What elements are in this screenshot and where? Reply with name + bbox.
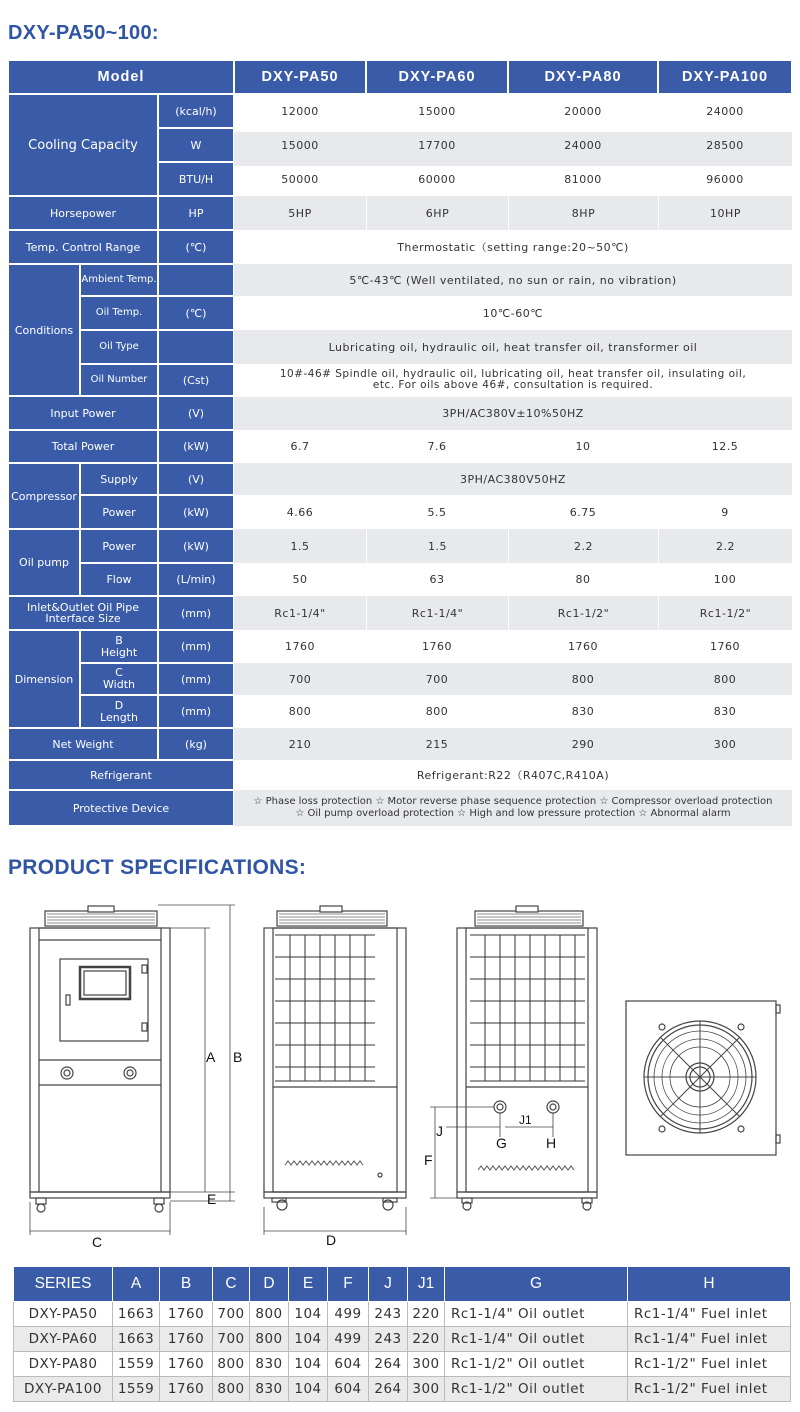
compressor-power-label: Power: [80, 495, 158, 529]
cell: 700: [288, 672, 312, 686]
cell: Rc1-1/4" Oil outlet: [445, 1327, 628, 1352]
cell: 1559: [113, 1377, 160, 1402]
cell: 12000: [281, 104, 319, 118]
label-E: E: [207, 1191, 217, 1207]
label-D: D: [326, 1232, 337, 1248]
cell: 800: [250, 1302, 289, 1327]
cell: Rc1-1/4": [366, 596, 508, 630]
model-col-4: DXY-PA100: [658, 60, 792, 94]
cell: 210: [288, 737, 312, 751]
pipe-label: [8, 596, 158, 630]
oil-pump-flow-unit: (L/min): [158, 563, 234, 596]
label-J: J: [436, 1123, 443, 1139]
temp-control-value: Thermostatic（setting range:20~50℃): [234, 230, 792, 264]
cell: 1760: [160, 1302, 213, 1327]
cell: 104: [289, 1352, 328, 1377]
cell: Rc1-1/2" Oil outlet: [445, 1352, 628, 1377]
cell: 800: [713, 672, 737, 686]
product-title: PRODUCT SPECIFICATIONS:: [8, 856, 307, 879]
cell: 300: [408, 1377, 445, 1402]
cell: 700: [213, 1302, 250, 1327]
cell: 300: [408, 1352, 445, 1377]
refrigerant-value: Refrigerant:R22（R407C,R410A): [416, 768, 610, 782]
label-A: A: [206, 1049, 216, 1065]
col-header: D: [250, 1267, 289, 1302]
compressor-supply-value: 3PH/AC380V50HZ: [460, 472, 566, 486]
cell: 63: [429, 573, 445, 586]
compressor-label: Compressor: [8, 463, 80, 529]
table-row: [14, 1327, 791, 1352]
cell: 24000: [706, 104, 744, 118]
cell: Rc1-1/2" Fuel inlet: [628, 1352, 791, 1377]
temp-control-unit: (℃): [158, 230, 234, 264]
cell: Rc1-1/2": [508, 596, 658, 630]
cell: 1.5: [366, 529, 508, 563]
cell: 104: [289, 1302, 328, 1327]
cell: Rc1-1/4": [274, 606, 326, 620]
total-power-unit: (kW): [158, 430, 234, 463]
cell: 215: [425, 737, 449, 751]
cell: 700: [425, 672, 449, 686]
cell: 800: [213, 1352, 250, 1377]
side-view: [264, 906, 406, 1235]
oil-type-label: Oil Type: [80, 330, 158, 364]
cell: 17700: [418, 138, 456, 152]
cell: 1559: [113, 1352, 160, 1377]
cell: 5HP: [234, 196, 366, 230]
cell: 243: [369, 1302, 408, 1327]
cell: 80: [575, 573, 591, 586]
cell: 290: [571, 737, 595, 751]
cell: Rc1-1/2" Oil outlet: [445, 1377, 628, 1402]
model-col-2: DXY-PA60: [366, 60, 508, 94]
label-G: G: [496, 1135, 507, 1151]
oil-number-line1: 10#-46# Spindle oil, hydraulic oil, lubricating oil, heat transfer oil, insulating oil,: [279, 368, 747, 380]
pipe-label-line1: Inlet&Outlet Oil Pipe: [27, 601, 139, 614]
oil-type-value: Lubricating oil, hydraulic oil, heat transfer oil, transformer oil: [328, 340, 698, 354]
cell: Rc1-1/4" Oil outlet: [445, 1302, 628, 1327]
cell: 1760: [160, 1352, 213, 1377]
compressor-supply-unit: (V): [158, 463, 234, 495]
ambient-label: Ambient Temp.: [80, 264, 158, 296]
cell: 4.66: [286, 505, 314, 519]
dimension-height-label: [80, 630, 158, 663]
cooling-label: Cooling Capacity: [8, 94, 158, 196]
cell: Rc1-1/2" Fuel inlet: [628, 1377, 791, 1402]
cell: 800: [213, 1377, 250, 1402]
cell: 15000: [281, 138, 319, 152]
protective-line2: ☆ Oil pump overload protection ☆ High and low pressure protection ☆ Abnormal alarm: [295, 808, 731, 819]
cell: 830: [250, 1377, 289, 1402]
col-header: A: [113, 1267, 160, 1302]
label-C: C: [92, 1234, 103, 1250]
dim-name: Length: [100, 710, 138, 724]
dimension-length-label: [80, 695, 158, 728]
input-power-unit: (V): [158, 396, 234, 430]
cell: 1760: [160, 1327, 213, 1352]
compressor-supply-label: Supply: [80, 463, 158, 495]
ambient-value: 5℃-43℃ (Well ventilated, no sun or rain, no vibration): [349, 273, 677, 287]
label-H: H: [546, 1135, 557, 1151]
oil-temp-value: 10℃-60℃: [482, 306, 544, 320]
refrigerant-label: Refrigerant: [8, 760, 234, 790]
front-view: [30, 905, 235, 1235]
cell: 1760: [710, 640, 740, 653]
pipe-label-line2: Interface Size: [45, 612, 121, 625]
spec-table: [8, 60, 792, 826]
oil-pump-label: Oil pump: [8, 529, 80, 596]
input-power-value: 3PH/AC380V±10%50HZ: [442, 406, 584, 420]
col-header: SERIES: [14, 1267, 113, 1302]
pipe-unit: (mm): [158, 596, 234, 630]
cell: 604: [328, 1352, 369, 1377]
cell: 243: [369, 1327, 408, 1352]
cell: 800: [425, 705, 449, 718]
col-header: F: [328, 1267, 369, 1302]
dim-letter: C: [115, 666, 123, 679]
cell: 830: [571, 705, 595, 718]
cooling-unit-w: W: [158, 128, 234, 162]
cell: 830: [250, 1352, 289, 1377]
oil-pump-power-unit: (kW): [158, 529, 234, 563]
oil-temp-unit: (℃): [158, 296, 234, 330]
label-B: B: [233, 1049, 243, 1065]
oil-pump-power-label: Power: [80, 529, 158, 563]
col-header: H: [628, 1267, 791, 1302]
oil-number-line2: etc. For oils above 46#, consultation is required.: [372, 379, 654, 391]
cell: Rc1-1/4" Fuel inlet: [628, 1302, 791, 1327]
dim-unit: (mm): [158, 630, 234, 663]
net-weight-unit: (kg): [158, 728, 234, 760]
cooling-unit-kcal: (kcal/h): [158, 94, 234, 128]
label-F: F: [424, 1152, 433, 1168]
cell: 8HP: [508, 196, 658, 230]
cell: 50000: [281, 172, 319, 186]
cell: 104: [289, 1377, 328, 1402]
dim-name: Height: [100, 645, 138, 659]
cell: 264: [369, 1377, 408, 1402]
col-header: J: [369, 1267, 408, 1302]
protective-label: Protective Device: [8, 790, 234, 826]
cell: 1760: [422, 640, 452, 653]
cell: 1760: [568, 640, 598, 653]
cell: 10HP: [658, 196, 792, 230]
col-header: J1: [408, 1267, 445, 1302]
dim-letter: B: [115, 633, 123, 647]
cell: 28500: [706, 138, 744, 152]
cell: 300: [713, 737, 737, 751]
horsepower-unit: HP: [158, 196, 234, 230]
dim-letter: D: [114, 698, 124, 712]
cell: 2.2: [658, 529, 792, 563]
total-power-label: Total Power: [8, 430, 158, 463]
dimension-width-label: [80, 663, 158, 695]
model-col-3: DXY-PA80: [508, 60, 658, 94]
cell: 800: [250, 1327, 289, 1352]
drawings-svg: [0, 895, 800, 1255]
cell: 499: [328, 1302, 369, 1327]
cell: 7.6: [427, 440, 447, 453]
section-title: DXY-PA50~100:: [8, 22, 159, 44]
cell: 5.5: [427, 505, 447, 519]
dim-unit: (mm): [158, 663, 234, 695]
cell: 60000: [418, 172, 456, 186]
net-weight-label: Net Weight: [8, 728, 158, 760]
cell: 10: [575, 440, 591, 453]
table-row: [14, 1302, 791, 1327]
back-view: [430, 906, 597, 1210]
col-header: B: [160, 1267, 213, 1302]
cell: 800: [571, 672, 595, 686]
cooling-unit-btu: BTU/H: [158, 162, 234, 196]
cell: Rc1-1/4" Fuel inlet: [628, 1327, 791, 1352]
technical-drawings: [0, 895, 800, 1255]
col-header: G: [445, 1267, 628, 1302]
table-row: [14, 1352, 791, 1377]
oil-number-value: [234, 364, 792, 396]
cell: 6.7: [290, 440, 310, 453]
cell: 800: [288, 705, 312, 718]
cell: 81000: [564, 172, 602, 186]
compressor-power-unit: (kW): [158, 495, 234, 529]
conditions-label: Conditions: [8, 264, 80, 396]
oil-number-unit: (Cst): [158, 364, 234, 396]
model-col-1: DXY-PA50: [234, 60, 366, 94]
cell: Rc1-1/2": [658, 596, 792, 630]
cell: DXY-PA60: [14, 1327, 113, 1352]
cell: 100: [713, 573, 737, 586]
oil-pump-flow-label: Flow: [80, 563, 158, 596]
cell: 1663: [113, 1302, 160, 1327]
cell: DXY-PA100: [14, 1377, 113, 1402]
input-power-label: Input Power: [8, 396, 158, 430]
label-J1: J1: [519, 1113, 532, 1127]
cell: 1663: [113, 1327, 160, 1352]
col-header: C: [213, 1267, 250, 1302]
horsepower-label: Horsepower: [8, 196, 158, 230]
cell: 12.5: [711, 440, 739, 453]
dim-unit: (mm): [158, 695, 234, 728]
oil-temp-label: Oil Temp.: [80, 296, 158, 330]
cell: 264: [369, 1352, 408, 1377]
cell: DXY-PA50: [14, 1302, 113, 1327]
cell: 700: [213, 1327, 250, 1352]
cell: 499: [328, 1327, 369, 1352]
col-header: E: [289, 1267, 328, 1302]
cell: 6HP: [366, 196, 508, 230]
cell: 24000: [564, 138, 602, 152]
cell: 104: [289, 1327, 328, 1352]
dim-name: Width: [103, 678, 135, 691]
cell: 1760: [160, 1377, 213, 1402]
protective-value: [234, 790, 792, 826]
series-header-row: [14, 1267, 791, 1302]
model-header: Model: [8, 60, 234, 94]
cell: 15000: [418, 104, 456, 118]
cell: 220: [408, 1327, 445, 1352]
cell: 9: [721, 505, 729, 519]
cell: 220: [408, 1302, 445, 1327]
cell: 20000: [564, 104, 602, 118]
table-row: [14, 1377, 791, 1402]
oil-number-label: Oil Number: [80, 364, 158, 396]
cell: 96000: [706, 172, 744, 186]
cell: 1760: [285, 640, 315, 653]
dimension-label: Dimension: [8, 630, 80, 728]
cell: 6.75: [569, 505, 597, 519]
cell: DXY-PA80: [14, 1352, 113, 1377]
series-table: [13, 1266, 791, 1402]
cell: 50: [292, 573, 308, 586]
ambient-unit: [158, 264, 234, 296]
temp-control-label: Temp. Control Range: [8, 230, 158, 264]
oil-type-unit: [158, 330, 234, 364]
top-view-fan: [626, 1001, 780, 1155]
cell: 604: [328, 1377, 369, 1402]
cell: 830: [713, 705, 737, 718]
cell: 2.2: [508, 529, 658, 563]
protective-line1: ☆ Phase loss protection ☆ Motor reverse phase sequence protection ☆ Compressor overload protection: [253, 796, 773, 807]
cell: 1.5: [290, 539, 310, 553]
